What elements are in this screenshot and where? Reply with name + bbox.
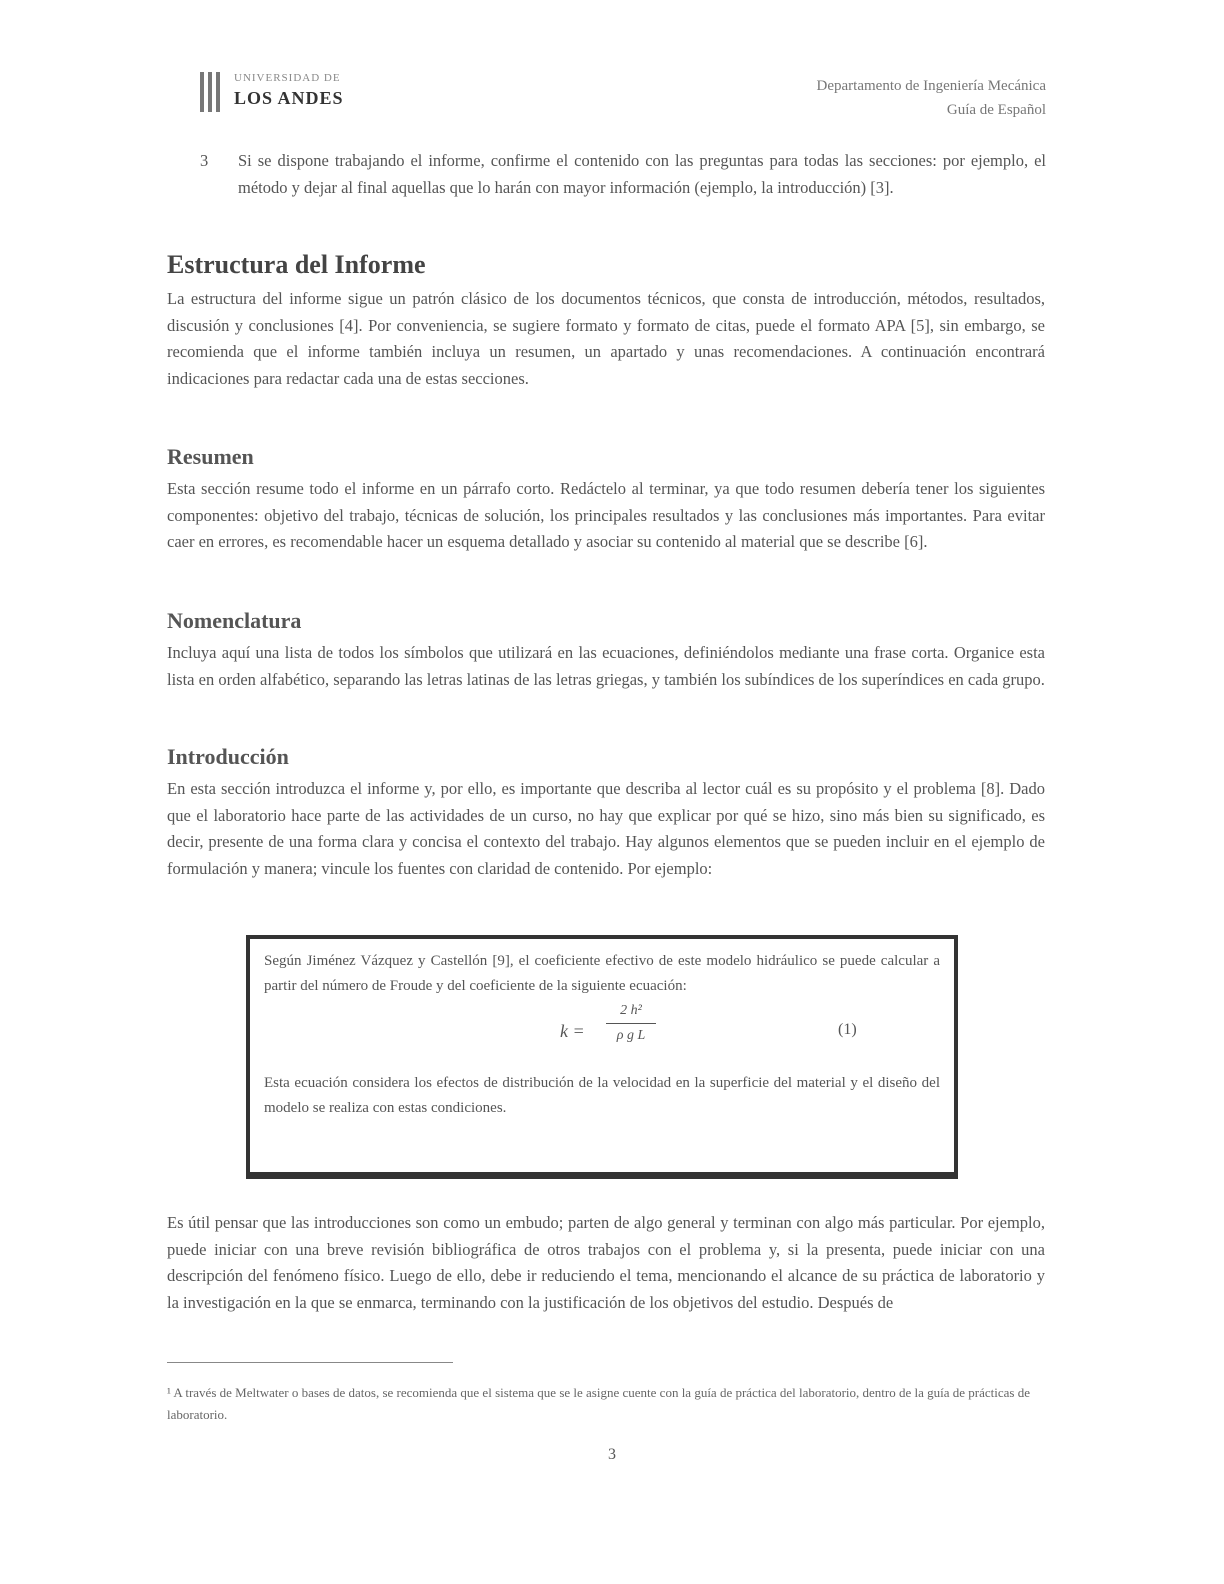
section-paragraph: Esta sección resume todo el informe en un párrafo corto. Redáctelo al terminar, ya que todo resumen debería tener los siguientes componentes: objetivo del trabajo, técnicas de solución, los principales resultados y las conclusiones más importantes. Para evitar caer en errores, es recomendable hacer un esquema detallado y asociar su contenido al material que se describe [6].	[167, 479, 1045, 551]
section-paragraph: Incluya aquí una lista de todos los símbolos que utilizará en las ecuaciones, definiéndolos mediante una frase corta. Organice esta lista en orden alfabético, separando las letras latinas de las letras griegas, y también los subíndices de los superíndices en cada grupo.	[167, 643, 1045, 689]
logo-line-1: UNIVERSIDAD DE	[234, 72, 341, 84]
fraction-bar	[606, 1023, 656, 1024]
section-heading: Nomenclatura	[167, 608, 302, 633]
equation-numerator: 2 h²	[620, 1003, 642, 1018]
equation-denominator: ρ g L	[616, 1028, 646, 1043]
section-heading: Estructura del Informe	[167, 250, 426, 279]
equation-lhs: k =	[560, 1021, 585, 1041]
equation-number: (1)	[838, 1021, 857, 1038]
section-introduction	[167, 744, 1045, 882]
section-introduction-continued	[167, 1210, 1045, 1316]
page-header	[817, 74, 1046, 122]
footnote: ¹ A través de Meltwater o bases de datos, se recomienda que el sistema que se le asigne cuente con la guía de práctica del laboratorio, dentro de la guía de prácticas de laboratorio.	[167, 1385, 1031, 1422]
page-number: 3	[608, 1446, 616, 1463]
example-paragraph: Esta ecuación considera los efectos de distribución de la velocidad en la superficie del material y el diseño del modelo se realiza con estas condiciones.	[264, 1075, 940, 1116]
list-item-number: 3	[200, 151, 209, 170]
section-heading: Resumen	[167, 444, 254, 469]
section-paragraph: La estructura del informe sigue un patrón clásico de los documentos técnicos, que consta de introducción, métodos, resultados, discusión y conclusiones [4]. Por conveniencia, se sugiere formato y formato de citas, puede el formato APA [5], sin embargo, se recomienda que el informe también incluya un resumen, un apartado y unas recomendaciones. A continuación encontrará indicaciones para redactar cada una de estas secciones.	[167, 289, 1045, 388]
section-abstract	[167, 444, 1045, 556]
equation	[264, 999, 940, 1071]
list-item-text: Si se dispone trabajando el informe, confirme el contenido con las preguntas para todas las secciones: por ejemplo, el método y dejar al final aquellas que lo harán con mayor información (ejemplo, la introducción) [3].	[238, 151, 1046, 197]
logo-mark-icon	[200, 72, 226, 112]
section-nomenclature	[167, 608, 1045, 693]
section-heading: Introducción	[167, 744, 289, 769]
footnote-separator	[167, 1362, 453, 1363]
section-structure	[167, 250, 1045, 392]
example-paragraph: Según Jiménez Vázquez y Castellón [9], el coeficiente efectivo de este modelo hidráulico se puede calcular a partir del número de Froude y del coeficiente de la siguiente ecuación:	[264, 953, 940, 994]
section-paragraph: Es útil pensar que las introducciones son como un embudo; parten de algo general y terminan con algo más particular. Por ejemplo, puede iniciar con una breve revisión bibliográfica de otros trabajos con el problema y, si la presenta, puede iniciar con una descripción del fenómeno físico. Luego de ello, debe ir reduciendo el tema, mencionando el alcance de su práctica de laboratorio y la investigación en la que se enmarca, terminando con la justificación de los objetivos del estudio. Después de	[167, 1213, 1045, 1312]
header-course: Guía de Español	[946, 102, 1046, 118]
university-logo	[200, 70, 350, 114]
numbered-list-item	[200, 148, 1046, 201]
equation-fraction	[606, 1003, 656, 1044]
logo-line-2: LOS ANDES	[234, 88, 344, 108]
example-box	[246, 935, 958, 1179]
section-paragraph: En esta sección introduzca el informe y, por ello, es importante que describa al lector cuál es su propósito y el problema [8]. Dado que el laboratorio hace parte de las actividades de un curso, no hay que explicar por qué se hizo, sino más bien su significado, es decir, presente de una forma clara y concisa el contexto del trabajo. Hay algunos elementos que se pueden incluir en el ejemplo de formulación y manera; vincule los fuentes con claridad de contenido. Por ejemplo:	[167, 779, 1045, 878]
header-department: Departamento de Ingeniería Mecánica	[816, 78, 1046, 94]
